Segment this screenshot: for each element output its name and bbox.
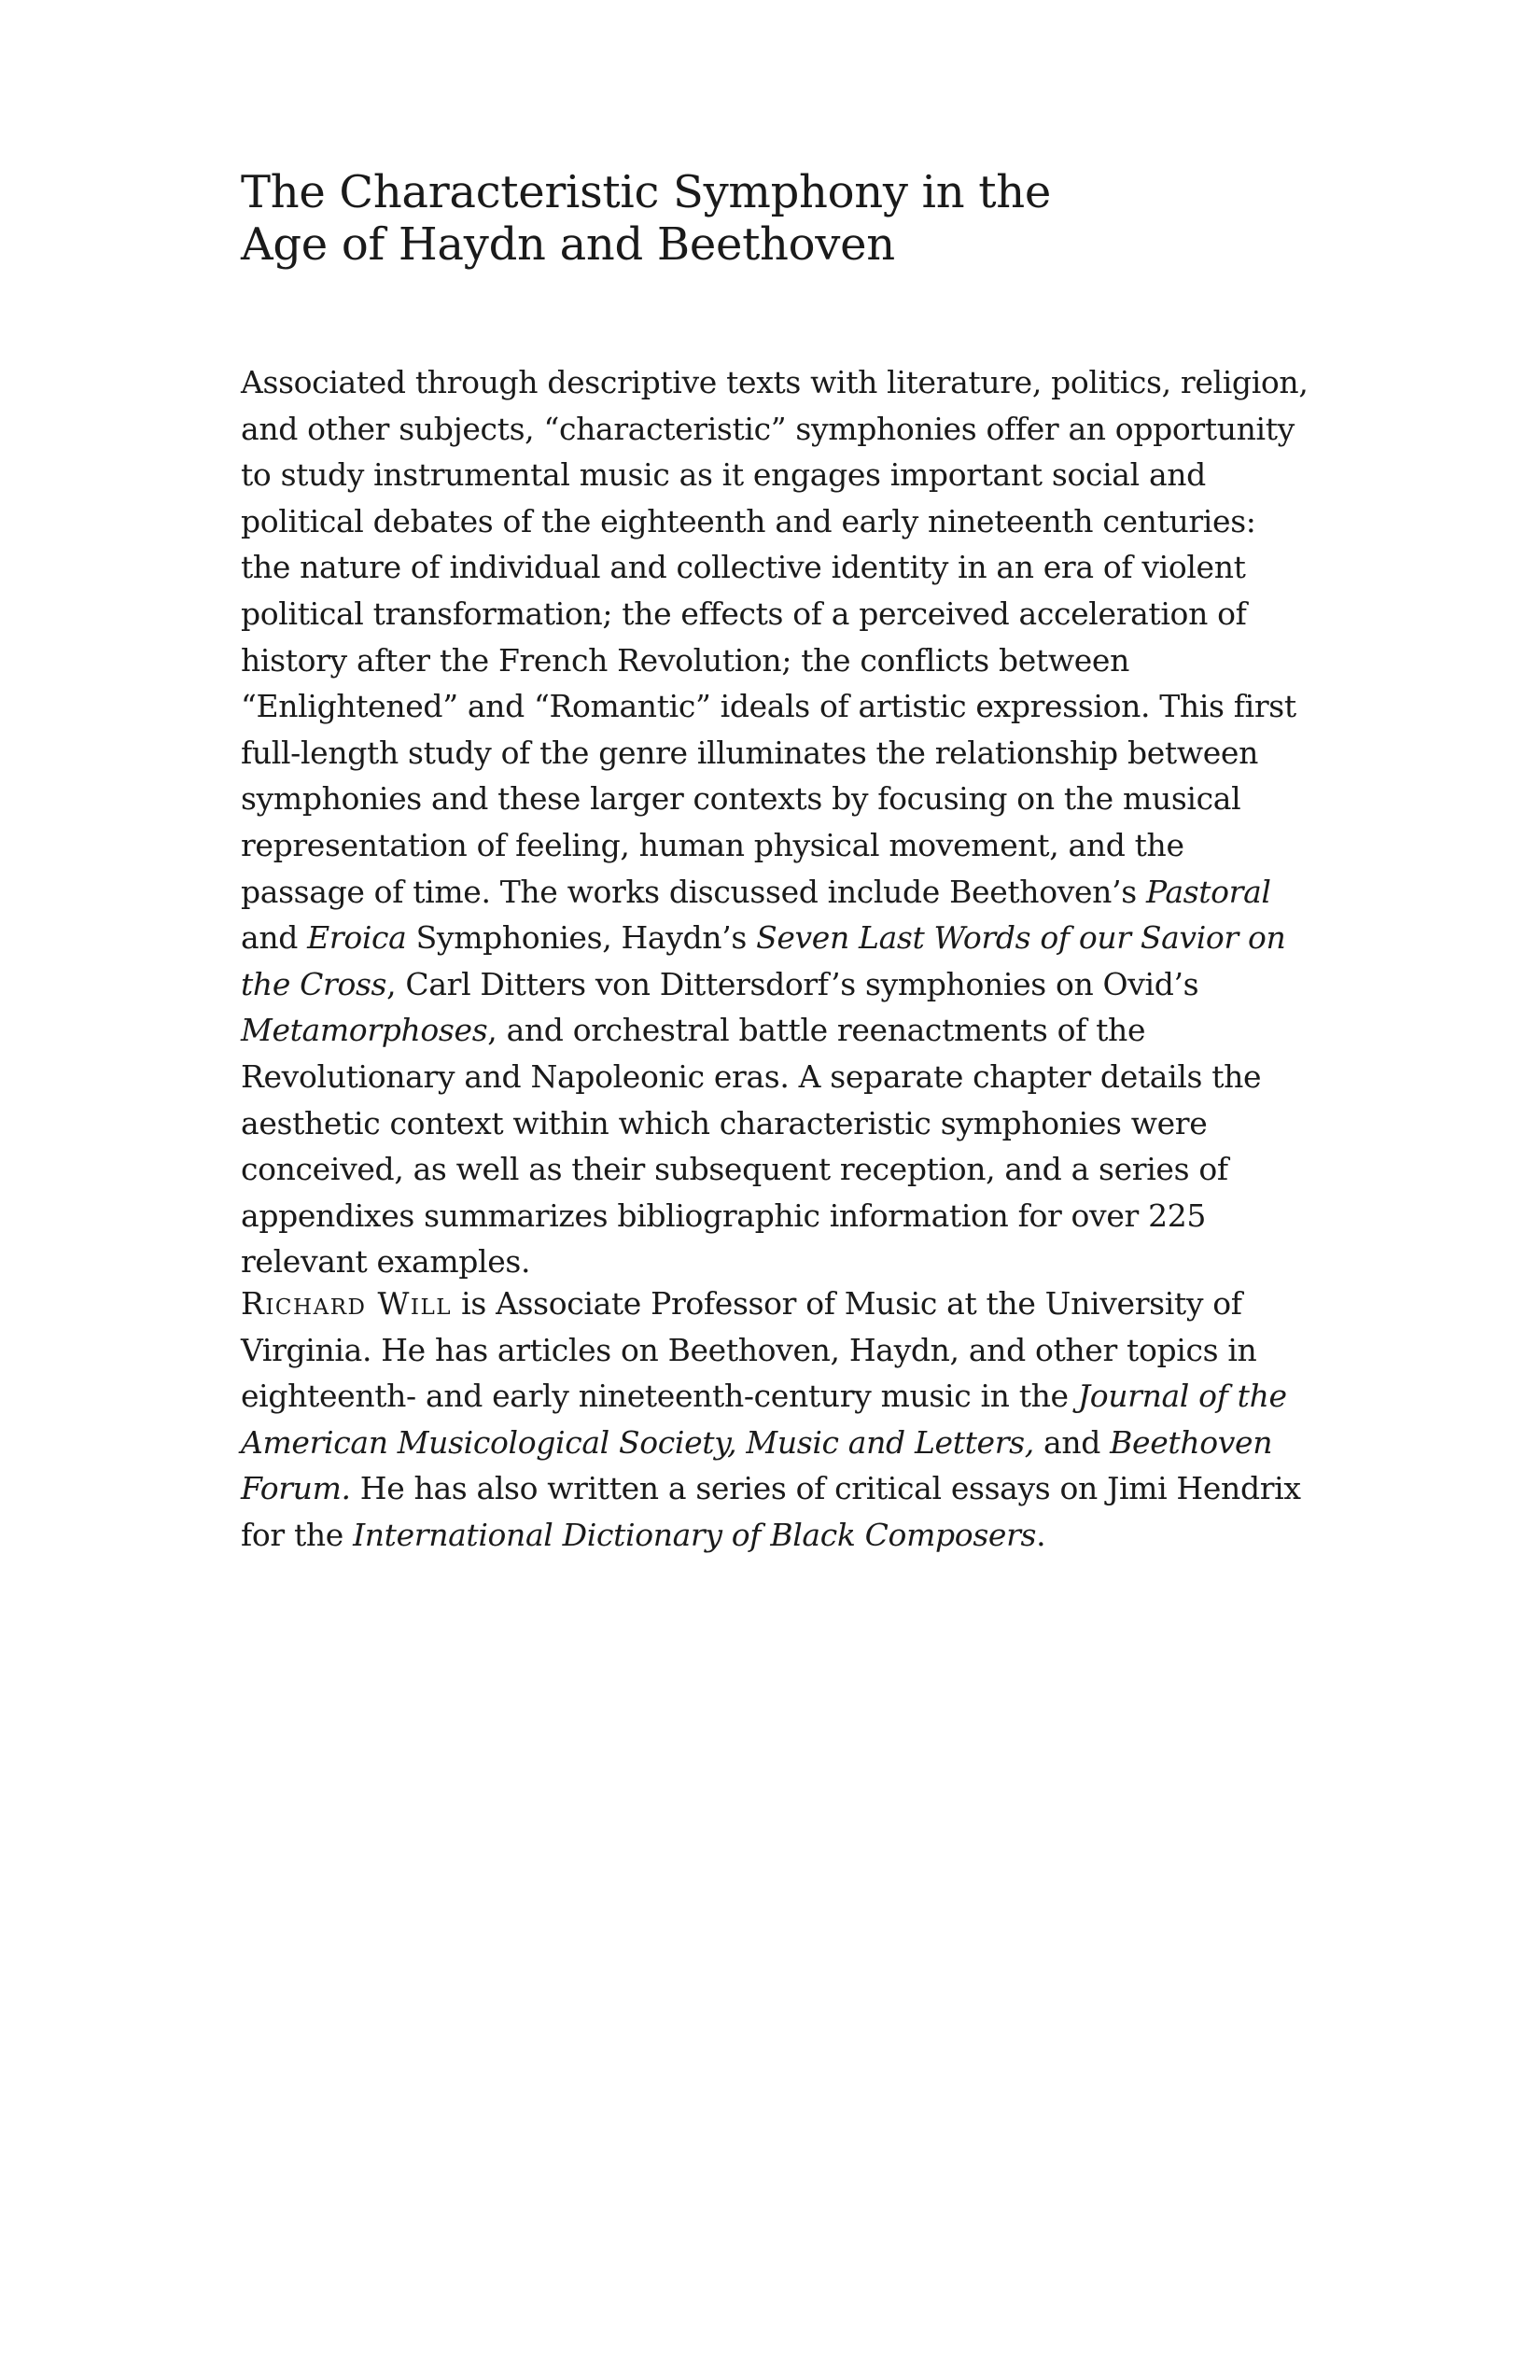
title-line-1: The Characteristic Symphony in the (241, 166, 1051, 218)
description-text: Associated through descriptive texts with literature, politics, religion, and other subjects, “characteristic” symphonies offer an opportunity to study instrumental music as it engages important social and political debates of the eighteenth and early nineteenth centuries: the nature of individual and collective identity in an era of violent political transformation; the effects of a perceived acceleration of history after the French Revolution; the conflicts between “Enlightened” and “Romantic” ideals of artistic expression. This first full-length study of the genre illuminates the relationship between symphonies and these larger contexts by focusing on the musical representation of feeling, human physical movement, and the passage of time. The works discussed include Beethoven’s (241, 364, 1309, 910)
work-title-pastoral: Pastoral (1145, 873, 1271, 910)
description-text: , and orchestral battle reenactments of the Revolutionary and Napoleonic eras. A separate chapter details the aesthetic context within which characteristic symphonies were conceived, as well as their subsequent reception, and a series of appendixes summarizes bibliographic information for over 225 relevant examples. (241, 1012, 1262, 1281)
description-text: and (241, 919, 308, 957)
dictionary-title: International Dictionary of Black Composers (353, 1516, 1037, 1553)
journal-titles: Journal of the American Musicological Society, Music and Letters, (241, 1378, 1287, 1461)
description-text: , Carl Ditters von Dittersdorf’s symphonies on Ovid’s (386, 965, 1199, 1002)
author-name: Richard Will (241, 1285, 452, 1322)
book-description (241, 359, 1309, 1285)
description-text: Symphonies, Haydn’s (406, 919, 757, 957)
bio-text: He has also written a series of critical essays on Jimi Hendrix for the (241, 1470, 1301, 1553)
work-title-seven-last-words: Seven Last Words of our Savior on the Cross (241, 919, 1286, 1002)
work-title-metamorphoses: Metamorphoses (241, 1012, 488, 1049)
work-title-eroica: Eroica (307, 919, 407, 957)
title-line-2: Age of Haydn and Beethoven (241, 218, 895, 271)
book-title (241, 166, 1361, 271)
bio-text: . (1036, 1516, 1046, 1553)
author-bio (241, 1281, 1309, 1559)
bio-text: is Associate Professor of Music at the University of Virginia. He has articles on Beethoven, Haydn, and other topics in eighteenth- and early nineteenth-century music in the (241, 1285, 1257, 1415)
bio-text: and (1033, 1423, 1111, 1461)
journal-title-beethoven-forum: Beethoven Forum. (241, 1423, 1273, 1507)
